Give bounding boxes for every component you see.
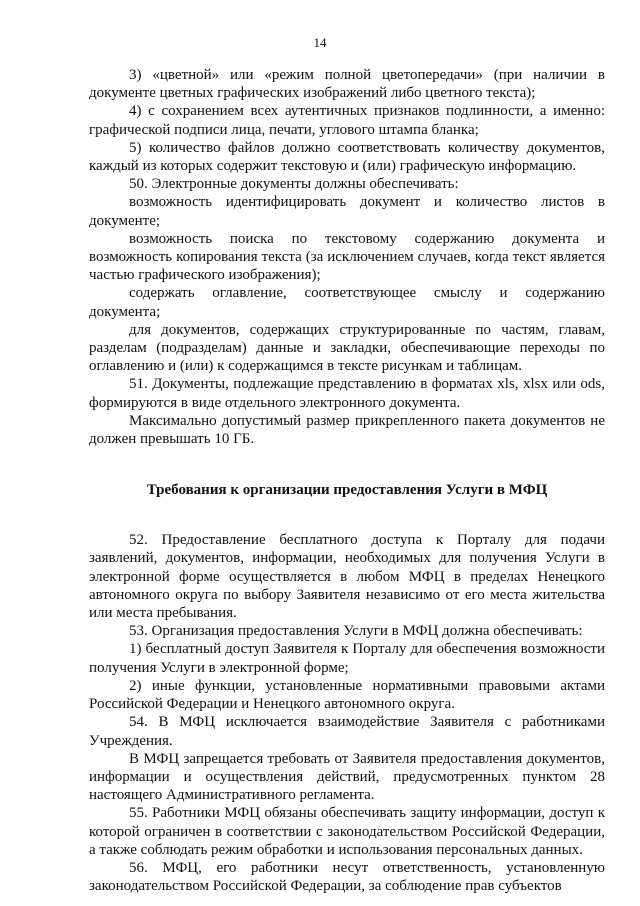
paragraph: 53. Организация предоставления Услуги в МФЦ должна обеспечивать: — [129, 623, 583, 640]
paragraph: 54. В МФЦ исключается взаимодействие Заявителя с работниками Учреждения. — [89, 714, 605, 749]
paragraph: Максимально допустимый размер прикрепленного пакета документов не должен превышать 10 ГБ. — [89, 412, 605, 448]
paragraph: В МФЦ запрещается требовать от Заявителя предоставления документов, информации и осуществления действий, предусмотренных пунктом 28 настоящего Административного регламента. — [89, 750, 605, 804]
paragraph: возможность идентифицировать документ и количество листов в документе; — [89, 194, 605, 229]
paragraph: 5) количество файлов должно соответствовать количеству документов, каждый из которых содержит текстовую и (или) графическую информацию. — [89, 139, 605, 175]
page-number: 14 — [313, 35, 327, 50]
paragraph: возможность поиска по текстовому содержанию документа и возможность копирования текста (за исключением случаев, когда текст является частью графического изображения); — [89, 230, 605, 284]
document-body — [89, 66, 605, 895]
paragraph: для документов, содержащих структурированные по частям, главам, разделам (подразделам) данные и закладки, обеспечивающие переходы по оглавлению и (или) к содержащимся в тексте рисункам и таблицам. — [89, 321, 605, 375]
paragraph: 2) иные функции, установленные нормативными правовыми актами Российской Федерации и Ненецкого автономного округа. — [89, 677, 605, 713]
paragraph: содержать оглавление, соответствующее смыслу и содержанию документа; — [89, 285, 605, 320]
paragraph: 50. Электронные документы должны обеспечивать: — [129, 176, 459, 193]
paragraph: 52. Предоставление бесплатного доступа к Порталу для подачи заявлений, документов, информации, необходимых для получения Услуги в электронной форме осуществляется в любом МФЦ в пределах Ненецкого автономного округа по выбору Заявителя независимо от его места жительства или места пребывания. — [89, 532, 605, 622]
section-heading: Требования к организации предоставления Услуги в МФЦ — [146, 482, 548, 499]
paragraph: 4) с сохранением всех аутентичных признаков подлинности, а именно: графической подписи лица, печати, углового штампа бланка; — [89, 103, 605, 138]
paragraph: 51. Документы, подлежащие представлению в форматах xls, xlsx или ods, формируются в виде отдельного электронного документа. — [89, 376, 605, 411]
paragraph: 56. МФЦ, его работники несут ответственность, установленную законодательством Российской Федерации, за соблюдение прав субъектов — [89, 859, 605, 895]
paragraph: 1) бесплатный доступ Заявителя к Порталу для обеспечения возможности получения Услуги в электронной форме; — [89, 641, 605, 676]
paragraph: 55. Работники МФЦ обязаны обеспечивать защиту информации, доступ к которой ограничен в соответствии с законодательством Российской Федерации, а также соблюдать режим обработки и использования персональных данных. — [89, 805, 605, 858]
paragraph: 3) «цветной» или «режим полной цветопередачи» (при наличии в документе цветных графических изображений либо цветного текста); — [89, 67, 605, 102]
